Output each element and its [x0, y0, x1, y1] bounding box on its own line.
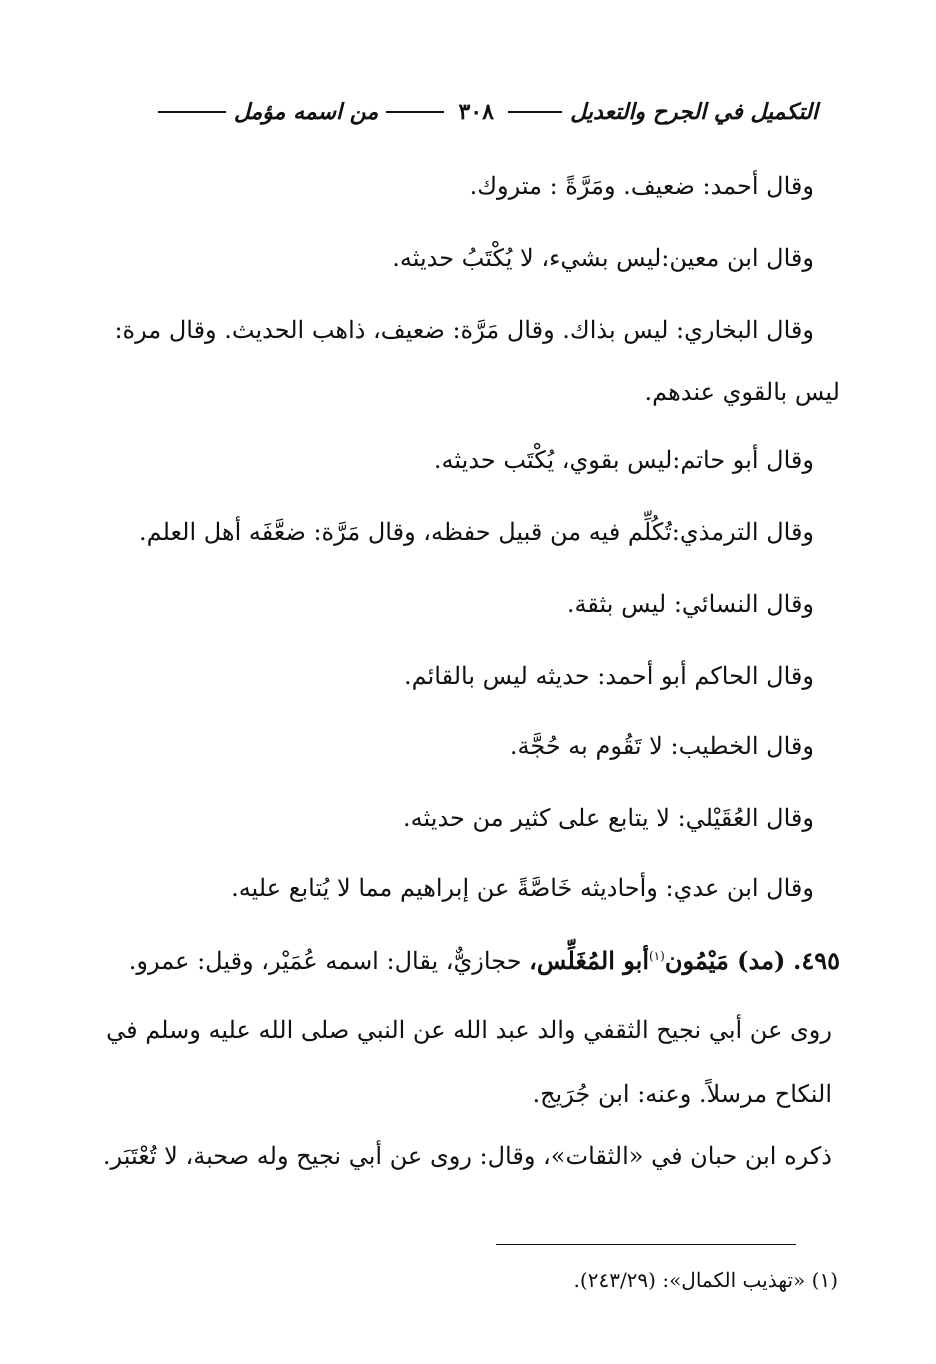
- text-line: وقال ابن عدي: وأحاديثه خَاصَّةً عن إبراهيم مما لا يُتابع عليه.: [231, 874, 814, 902]
- text-line: وقال العُقَيْلي: لا يتابع على كثير من حديثه.: [403, 804, 814, 832]
- text-line: وقال أبو حاتم:ليس بقوي، يُكْتَب حديثه.: [433, 446, 814, 474]
- footnote: (١) «تهذيب الكمال»: (٢٤٣/٢٩).: [573, 1268, 838, 1292]
- entry-name: (مد) مَيْمُون: [664, 946, 786, 975]
- text-line: وقال النسائي: ليس بثقة.: [566, 590, 814, 618]
- text-line: ذكره ابن حبان في «الثقات»، وقال: روى عن أبي نجيح وله صحبة، لا تُعْتَبَر.: [102, 1142, 832, 1170]
- text-line: روى عن أبي نجيح الثقفي والد عبد الله عن النبي صلى الله عليه وسلم في: [106, 1016, 832, 1044]
- entry-heading-line: [129, 936, 840, 976]
- running-header: [150, 92, 818, 132]
- book-title: التكميل في الجرح والتعديل: [570, 99, 818, 125]
- section-label: من اسمه مؤمل: [233, 99, 379, 125]
- entry-number: ٤٩٥.: [792, 946, 840, 975]
- page-number: ٣٠٨: [458, 99, 494, 125]
- text-line: وقال ابن معين:ليس بشيء، لا يُكْتَبُ حديثه.: [392, 244, 814, 272]
- header-dash: [508, 111, 562, 113]
- footnote-marker: (١): [648, 949, 665, 963]
- header-dash: [386, 111, 444, 113]
- text-line: وقال الخطيب: لا تَقُوم به حُجَّة.: [509, 732, 814, 760]
- text-line: وقال الترمذي:تُكُلِّم فيه من قبيل حفظه، وقال مَرَّة: ضعَّفَه أهل العلم.: [139, 518, 814, 546]
- text-line: النكاح مرسلاً. وعنه: ابن جُرَيج.: [532, 1080, 832, 1108]
- text-line: وقال البخاري: ليس بذاك. وقال مَرَّة: ضعيف، ذاهب الحديث. وقال مرة:: [114, 316, 814, 344]
- footnote-separator: [496, 1244, 796, 1245]
- entry-kunya: أبو المُغَلِّس،: [529, 946, 649, 975]
- text-line: وقال الحاكم أبو أحمد: حديثه ليس بالقائم.: [404, 662, 814, 690]
- text-line: ليس بالقوي عندهم.: [644, 378, 840, 406]
- text-line: وقال أحمد: ضعيف. ومَرَّةً : متروك.: [469, 172, 814, 200]
- header-dash: [158, 111, 226, 113]
- entry-description: حجازيٌّ، يقال: اسمه عُمَيْر، وقيل: عمرو.: [128, 947, 530, 975]
